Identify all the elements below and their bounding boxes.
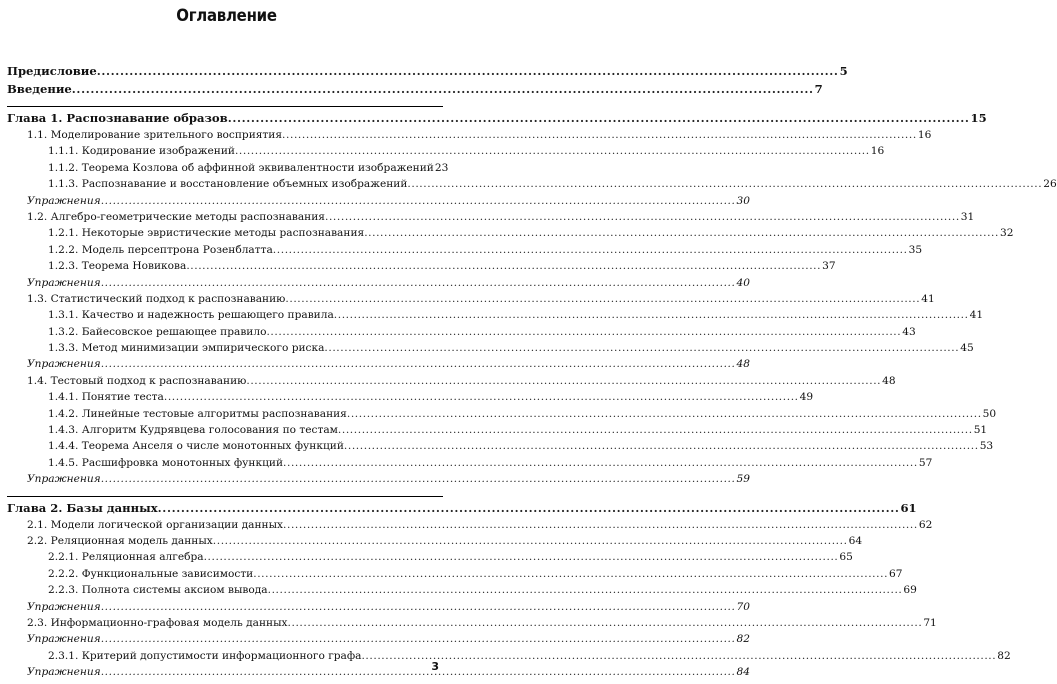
toc-entry-title: 1.2.2. Модель персептрона Розенблатта [48, 243, 273, 256]
toc-entry-page: 41 [969, 309, 984, 322]
toc-entry[interactable] [7, 389, 814, 405]
toc-exercises-entry[interactable] [7, 599, 750, 615]
toc-chapter-entry[interactable] [7, 499, 917, 517]
toc-entry-page: 61 [900, 500, 917, 515]
dot-leader [101, 631, 736, 647]
toc-exercises-entry[interactable] [7, 275, 750, 291]
dot-leader [253, 566, 888, 582]
toc-entry-title: 1.1.1. Кодирование изображений [48, 145, 235, 158]
toc-entry[interactable] [7, 176, 1057, 192]
dot-leader [228, 109, 970, 127]
toc-entry-title: Упражнения [27, 194, 101, 207]
toc-entry[interactable] [7, 373, 896, 389]
toc-entry-page: 48 [882, 374, 896, 387]
toc-entry[interactable] [7, 549, 853, 565]
dot-leader [101, 599, 736, 615]
dot-leader [246, 373, 881, 389]
dot-leader [338, 422, 973, 438]
toc-entry-page: 35 [908, 243, 923, 256]
toc-entry-title: 2.3. Информационно-графовая модель данных [27, 616, 288, 629]
dot-leader [283, 455, 918, 471]
toc-entry-page: 37 [822, 260, 836, 273]
toc-entry-title: Упражнения [27, 358, 101, 371]
toc-entry[interactable] [7, 209, 975, 225]
toc-entry-title: 2.2.2. Функциональные зависимости [48, 567, 254, 580]
toc-entry-page: 49 [799, 391, 814, 404]
dot-leader [101, 275, 736, 291]
toc-entry[interactable] [7, 648, 1011, 664]
toc-entry[interactable] [7, 438, 994, 454]
dot-leader [101, 471, 736, 487]
toc-entry-title: Упражнения [27, 666, 101, 679]
toc-entry[interactable] [7, 242, 923, 258]
toc-entry-page: 7 [814, 82, 823, 96]
dot-leader [273, 242, 908, 258]
toc-entry-title: 1.2.3. Теорема Новикова [48, 260, 187, 273]
toc-entry-page: 41 [921, 292, 935, 305]
dot-leader [288, 615, 923, 631]
toc-entry-title: 1.4.1. Понятие теста [48, 391, 164, 404]
toc-entry-page: 31 [960, 210, 975, 223]
toc-entry-page: 23 [434, 161, 449, 174]
dot-leader [285, 291, 920, 307]
toc-entry-title: 1.3.3. Метод минимизации эмпирического риска [48, 342, 325, 355]
dot-leader [101, 664, 736, 680]
toc-entry-page: 48 [736, 358, 750, 371]
dot-leader [347, 406, 982, 422]
toc-entry-page: 59 [736, 473, 750, 486]
toc-entry-title: 1.4.3. Алгоритм Кудрявцева голосования по тестам [48, 424, 338, 437]
toc-entry-title: 1.4.2. Линейные тестовые алгоритмы распознавания [48, 407, 347, 420]
toc-entry-page: 16 [917, 129, 932, 141]
page-title: Оглавление [176, 6, 277, 26]
page-number: 3 [431, 660, 439, 673]
dot-leader [334, 307, 969, 323]
toc-entry-title: Упражнения [27, 473, 101, 486]
dot-leader [97, 62, 839, 80]
toc-entry-title: 2.3.1. Критерий допустимости информационного графа [48, 649, 362, 662]
toc-entry-page: 45 [960, 342, 974, 355]
toc-entry[interactable] [7, 127, 932, 143]
dot-leader [101, 193, 736, 209]
toc-entry-title: Упражнения [27, 600, 101, 613]
toc-entry[interactable] [7, 225, 1014, 241]
toc-exercises-entry[interactable] [7, 471, 750, 487]
toc-entry-title: Упражнения [27, 276, 101, 289]
toc-entry-page: 67 [889, 567, 903, 580]
dot-leader [268, 582, 903, 598]
dot-leader [186, 258, 821, 274]
dot-leader [72, 80, 814, 98]
toc-entry-page: 15 [970, 111, 987, 125]
toc-entry-title: 1.2. Алгебро-геометрические методы распознавания [27, 210, 325, 223]
toc-entry-page: 62 [918, 518, 933, 531]
toc-entry-page: 43 [902, 325, 916, 338]
toc-entry-page: 71 [923, 616, 937, 629]
toc-entry-title: 1.1.3. Распознавание и восстановление объемных изображений [48, 178, 408, 191]
toc-chapter-entry[interactable] [7, 80, 823, 98]
toc-entry[interactable] [7, 307, 984, 323]
toc-entry-page: 65 [839, 551, 853, 564]
table-of-contents [7, 62, 1057, 681]
toc-entry-title: 1.4. Тестовый подход к распознаванию [27, 374, 247, 387]
toc-entry-title: 2.2.3. Полнота системы аксиом вывода [48, 584, 268, 597]
dot-leader [235, 143, 870, 159]
toc-entry-page: 30 [736, 194, 750, 207]
toc-exercises-entry[interactable] [7, 664, 750, 680]
section-divider [7, 106, 443, 107]
toc-entry-page: 50 [982, 407, 997, 420]
toc-entry-title: 1.4.5. Расшифровка монотонных функций [48, 456, 284, 469]
toc-entry-page: 64 [848, 534, 863, 547]
toc-entry[interactable] [7, 406, 997, 422]
toc-entry[interactable] [7, 291, 935, 307]
toc-entry[interactable] [7, 533, 863, 549]
dot-leader [158, 499, 900, 517]
toc-entry[interactable] [7, 566, 903, 582]
toc-entry-title: 1.4.4. Теорема Анселя о числе монотонных функций [48, 440, 344, 453]
toc-entry[interactable] [7, 143, 885, 159]
toc-entry[interactable] [7, 160, 449, 176]
toc-entry-title: 1.1. Моделирование зрительного восприятия [27, 129, 283, 141]
toc-entry-page: 53 [979, 440, 994, 453]
toc-entry-title: 1.1.2. Теорема Козлова об аффинной эквивалентности изображений [48, 161, 434, 174]
toc-entry-page: 84 [736, 666, 750, 679]
toc-entry-title: 2.2.1. Реляционная алгебра [48, 551, 204, 564]
toc-entry-page: 51 [973, 424, 988, 437]
toc-entry-page: 26 [1043, 178, 1057, 191]
toc-entry-title: 1.3.2. Байесовское решающее правило [48, 325, 267, 338]
toc-entry-title: Глава 1. Распознавание образов [7, 111, 228, 125]
toc-entry-title: 2.1. Модели логической организации данных [27, 518, 284, 531]
toc-entry-title: Упражнения [27, 633, 101, 646]
toc-entry[interactable] [7, 455, 933, 471]
section-gap [7, 98, 443, 106]
toc-chapter-entry[interactable] [7, 109, 987, 127]
toc-exercises-entry[interactable] [7, 356, 750, 372]
dot-leader [283, 517, 918, 533]
toc-entry-page: 69 [903, 584, 917, 597]
toc-entry[interactable] [7, 340, 974, 356]
toc-entry-page: 40 [736, 276, 750, 289]
toc-entry-title: 1.3. Статистический подход к распознаванию [27, 292, 286, 305]
toc-entry-page: 32 [999, 227, 1014, 240]
toc-entry-page: 82 [997, 649, 1011, 662]
toc-chapter-entry[interactable] [7, 62, 848, 80]
dot-leader [204, 549, 839, 565]
toc-entry-title: Введение [7, 82, 72, 96]
section-gap [7, 488, 443, 496]
dot-leader [407, 176, 1042, 192]
dot-leader [364, 225, 999, 241]
toc-entry-title: 1.3.1. Качество и надежность решающего правила [48, 309, 334, 322]
dot-leader [266, 324, 901, 340]
toc-exercises-entry[interactable] [7, 631, 750, 647]
toc-entry-title: Глава 2. Базы данных [7, 500, 158, 515]
dot-leader [325, 209, 960, 225]
dot-leader [213, 533, 848, 549]
toc-exercises-entry[interactable] [7, 193, 750, 209]
toc-entry-page: 5 [839, 64, 848, 78]
dot-leader [361, 648, 996, 664]
toc-entry[interactable] [7, 422, 988, 438]
toc-entry[interactable] [7, 258, 836, 274]
toc-entry-title: Предисловие [7, 64, 97, 78]
toc-entry[interactable] [7, 324, 916, 340]
toc-entry[interactable] [7, 582, 917, 598]
toc-entry[interactable] [7, 517, 933, 533]
dot-leader [324, 340, 959, 356]
toc-entry-page: 57 [918, 456, 933, 469]
toc-entry-title: 1.2.1. Некоторые эвристические методы распознавания [48, 227, 365, 240]
toc-entry-page: 82 [736, 633, 750, 646]
dot-leader [101, 356, 736, 372]
toc-entry-title: 2.2. Реляционная модель данных [27, 534, 213, 547]
toc-entry-page: 16 [870, 145, 885, 158]
dot-leader [164, 389, 799, 405]
section-divider [7, 496, 443, 497]
dot-leader [344, 438, 979, 454]
toc-entry-page: 70 [736, 600, 750, 613]
dot-leader [282, 127, 917, 143]
toc-entry[interactable] [7, 615, 937, 631]
